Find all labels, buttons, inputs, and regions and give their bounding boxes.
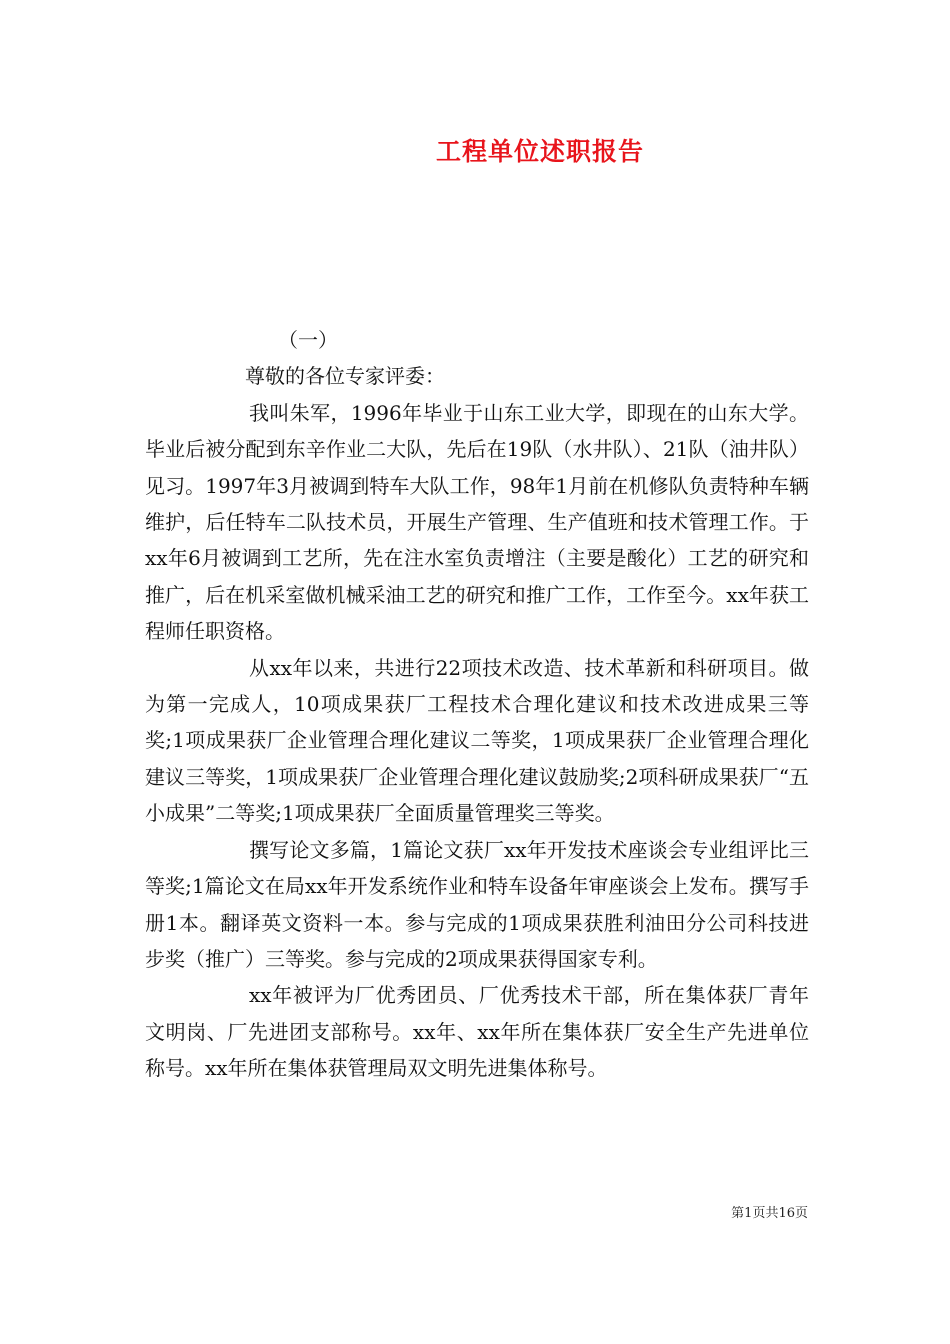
paragraph-achievements: 从xx年以来，共进行22项技术改造、技术革新和科研项目。做为第一完成人，10项成果获厂工程技术合理化建议和技术改进成果三等奖;1项成果获厂企业管理合理化建议二等奖，1项成果获厂企业管理合理化建议三等奖，1项成果获厂企业管理合理化建议鼓励奖;2项科研成果获厂“五小成果”二等奖;1项成果获厂全面质量管理奖三等奖。 [145, 655, 809, 826]
paragraph-background: 我叫朱军，1996年毕业于山东工业大学，即现在的山东大学。毕业后被分配到东辛作业二大队，先后在19队（水井队）、21队（油井队）见习。1997年3月被调到特车大队工作，98年1月前在机修队负责特种车辆维护，后任特车二队技术员，开展生产管理、生产值班和技术管理工作。于xx年6月被调到工艺所，先在注水室负责增注（主要是酸化）工艺的研究和推广，后在机采室做机械采油工艺的研究和推广工作，工作至今。xx年获工程师任职资格。 [145, 400, 809, 644]
paragraph-publications: 撰写论文多篇，1篇论文获厂xx年开发技术座谈会专业组评比三等奖;1篇论文在局xx年开发系统作业和特车设备年审座谈会上发布。撰写手册1本。翻译英文资料一本。参与完成的1项成果获胜利油田分公司科技进步奖（推广）三等奖。参与完成的2项成果获得国家专利。 [145, 837, 809, 971]
page-number-footer: 第1页共16页 [731, 1206, 808, 1221]
salutation: 尊敬的各位专家评委： [245, 364, 445, 389]
paragraph-honors: xx年被评为厂优秀团员、厂优秀技术干部，所在集体获厂青年文明岗、厂先进团支部称号。xx年、xx年所在集体获厂安全生产先进单位称号。xx年所在集体获管理局双文明先进集体称号。 [145, 983, 809, 1081]
document-title: 工程单位述职报告 [435, 137, 644, 166]
document-body [145, 322, 809, 1087]
section-number: （一） [278, 328, 338, 352]
